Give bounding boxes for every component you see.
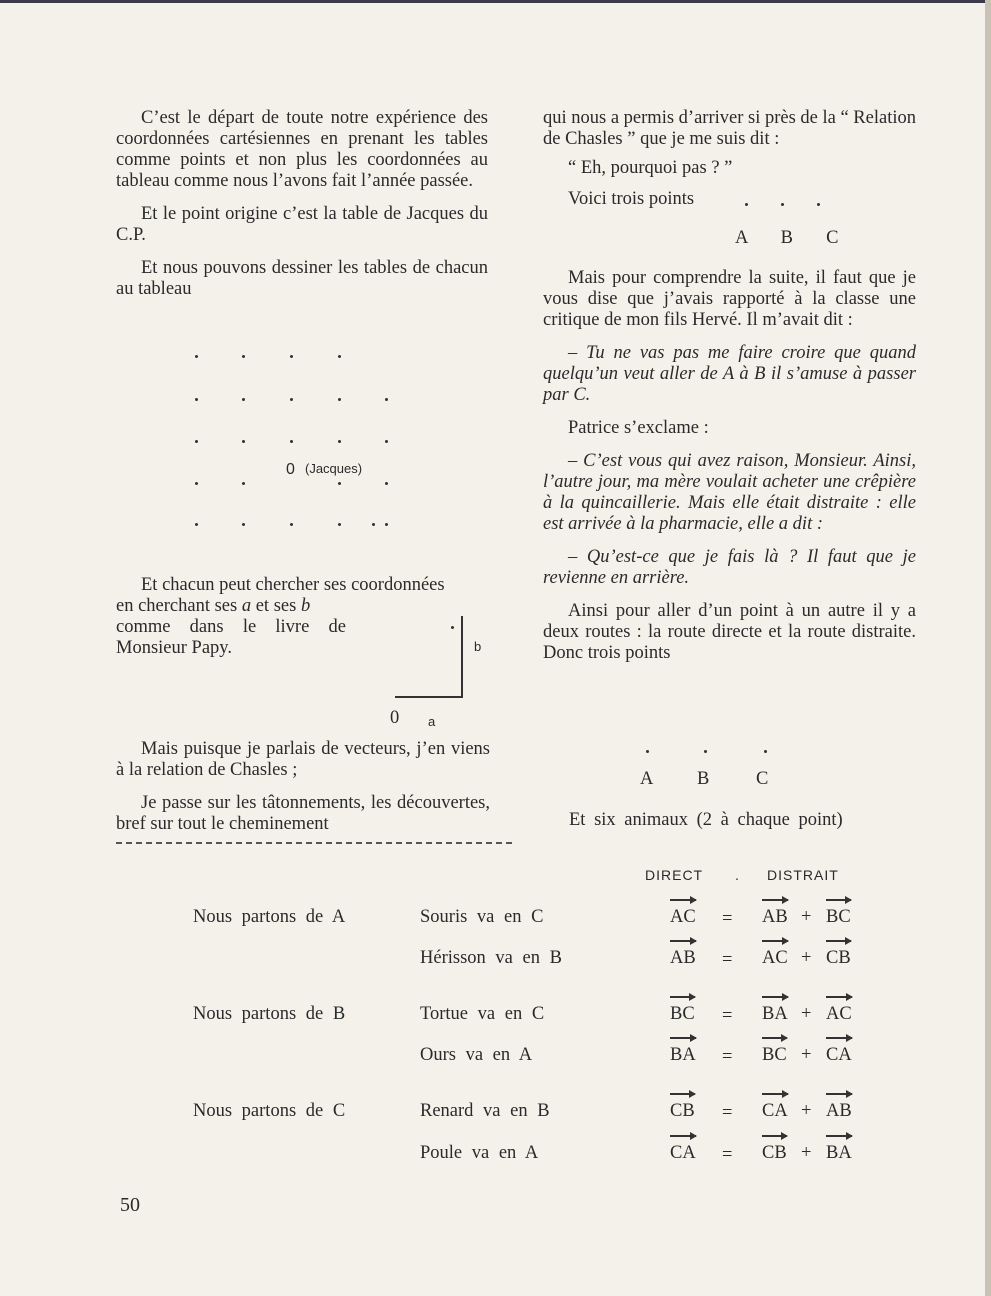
quote-paragraph: – C’est vous qui avez raison, Monsieur. Ainsi, l’autre jour, ma mère voulait acheter une crêpière à la quincaillerie. Mais elle était distraite : elle est arrivée à la pharmacie, elle a dit : — [543, 451, 916, 534]
vector-arrow — [762, 899, 788, 901]
vector-arrow — [762, 940, 788, 942]
point-dot — [704, 750, 707, 753]
table-dot — [372, 523, 375, 526]
top-edge-line — [0, 0, 991, 3]
table-dot — [338, 523, 341, 526]
vector-distrait-1: CB — [762, 1143, 787, 1164]
paragraph: Et le point origine c’est la table de Jacques du C.P. — [116, 204, 488, 245]
animal-label: Renard va en B — [420, 1101, 550, 1121]
header-separator-dot: . — [735, 867, 740, 883]
plus-sign: + — [801, 1143, 812, 1163]
table-dot — [195, 482, 198, 485]
var-a: a — [241, 596, 252, 616]
table-dot — [242, 482, 245, 485]
vector-distrait-2: AB — [826, 1101, 852, 1122]
equals-sign: = — [722, 1103, 733, 1123]
vector-arrow — [826, 1093, 852, 1095]
vector-direct: BA — [670, 1045, 696, 1066]
plus-sign: + — [801, 948, 812, 968]
table-dot — [242, 355, 245, 358]
vector-arrow — [762, 1037, 787, 1039]
text-fragment: et ses — [251, 596, 301, 616]
axis-horizontal — [395, 696, 463, 698]
axis-vertical — [461, 616, 463, 698]
table-dot — [338, 482, 341, 485]
point-dot — [781, 203, 784, 206]
table-dot — [195, 523, 198, 526]
text-line: comme dans le livre de — [116, 617, 346, 637]
table-dot — [385, 523, 388, 526]
header-distrait: DISTRAIT — [767, 867, 839, 883]
group-label: Nous partons de A — [193, 907, 346, 927]
vector-arrow — [670, 996, 695, 998]
table-dot — [242, 398, 245, 401]
table-dot — [385, 482, 388, 485]
point-dot — [764, 750, 767, 753]
animal-label: Hérisson va en B — [420, 948, 562, 968]
vector-arrow — [762, 996, 788, 998]
table-dot — [290, 523, 293, 526]
text-line: Monsieur Papy. — [116, 638, 232, 658]
right-column-middle — [543, 268, 916, 676]
table-dot — [195, 355, 198, 358]
vector-arrow — [670, 1093, 695, 1095]
page-edge-shadow — [985, 0, 991, 1296]
vector-distrait-1: AC — [762, 948, 788, 969]
vector-distrait-2: CA — [826, 1045, 852, 1066]
vector-distrait-1: AB — [762, 907, 788, 928]
vector-arrow — [826, 940, 851, 942]
vector-distrait-2: BC — [826, 907, 851, 928]
paragraph: C’est le départ de toute notre expérience des coordonnées cartésiennes en prenant les tables comme points et non plus les coordonnées au tableau comme nous l’avons fait l’année passée. — [116, 108, 488, 191]
animal-label: Ours va en A — [420, 1045, 533, 1065]
point-dot — [646, 750, 649, 753]
table-dot — [385, 440, 388, 443]
vector-distrait-2: BA — [826, 1143, 852, 1164]
equals-sign: = — [722, 909, 733, 929]
paragraph: Mais puisque je parlais de vecteurs, j’en viens à la relation de Chasles ; — [116, 739, 490, 780]
points-labels: A B C — [735, 228, 839, 248]
vector-direct: BC — [670, 1004, 695, 1025]
paragraph: “ Eh, pourquoi pas ? ” — [568, 158, 733, 178]
group-label: Nous partons de C — [193, 1101, 346, 1121]
text-line — [116, 596, 490, 617]
equals-sign: = — [722, 1145, 733, 1165]
axis-a-label: a — [428, 714, 436, 729]
vector-arrow — [670, 1037, 696, 1039]
plus-sign: + — [801, 1045, 812, 1065]
vector-direct: CA — [670, 1143, 696, 1164]
vector-arrow — [670, 940, 696, 942]
paragraph: Ainsi pour aller d’un point à un autre il y a deux routes : la route directe et la route distraite. Donc trois points — [543, 601, 916, 663]
paragraph: Je passe sur les tâtonnements, les découvertes, bref sur tout le cheminement — [116, 793, 490, 834]
right-column — [543, 108, 916, 222]
paragraph: Mais pour comprendre la suite, il faut que je vous dise que j’avais rapporté à la classe une critique de mon fils Hervé. Il m’avait dit : — [543, 268, 916, 330]
plus-sign: + — [801, 1004, 812, 1024]
table-dot — [290, 355, 293, 358]
vector-distrait-2: CB — [826, 948, 851, 969]
table-dot — [290, 398, 293, 401]
equals-sign: = — [722, 1006, 733, 1026]
coordinates-paragraph — [116, 575, 490, 659]
paragraph: Et nous pouvons dessiner les tables de chacun au tableau — [116, 258, 488, 299]
animals-line: Et six animaux (2 à chaque point) — [569, 810, 843, 830]
point-label-a: A — [640, 769, 654, 789]
vector-arrow — [670, 899, 696, 901]
point-dot — [745, 203, 748, 206]
table-dot — [338, 440, 341, 443]
table-dot — [338, 398, 341, 401]
vector-direct: AB — [670, 948, 696, 969]
quote-paragraph: – Tu ne vas pas me faire croire que quand quelqu’un veut aller de A à B il s’amuse à passer par C. — [543, 343, 916, 405]
paragraph: qui nous a permis d’arriver si près de la “ Relation de Chasles ” que je me suis dit : — [543, 108, 916, 149]
equals-sign: = — [722, 1047, 733, 1067]
dashed-separator — [116, 842, 512, 844]
left-column-bottom — [116, 739, 490, 847]
vector-direct: CB — [670, 1101, 695, 1122]
table-dot — [242, 440, 245, 443]
vector-distrait-1: CA — [762, 1101, 788, 1122]
vector-arrow — [826, 899, 851, 901]
table-dot — [338, 355, 341, 358]
header-direct: DIRECT — [645, 867, 704, 883]
animal-label: Souris va en C — [420, 907, 544, 927]
paragraph: Patrice s’exclame : — [568, 418, 709, 438]
table-dot — [195, 398, 198, 401]
equals-sign: = — [722, 950, 733, 970]
vector-distrait-1: BC — [762, 1045, 787, 1066]
vector-arrow — [826, 1135, 852, 1137]
page-number: 50 — [120, 1194, 140, 1216]
plus-sign: + — [801, 1101, 812, 1121]
axis-origin-label: 0 — [390, 708, 400, 728]
vector-arrow — [762, 1093, 788, 1095]
table-dot — [385, 398, 388, 401]
table-dot — [195, 440, 198, 443]
axis-tick — [451, 626, 454, 629]
vector-distrait-2: AC — [826, 1004, 852, 1025]
animal-label: Tortue va en C — [420, 1004, 545, 1024]
quote-paragraph: – Qu’est-ce que je fais là ? Il faut que je revienne en arrière. — [543, 547, 916, 588]
left-column — [116, 108, 488, 312]
vector-arrow — [762, 1135, 787, 1137]
animal-label: Poule va en A — [420, 1143, 539, 1163]
plus-sign: + — [801, 907, 812, 927]
var-b: b — [300, 596, 311, 616]
point-label-b: B — [697, 769, 710, 789]
group-label: Nous partons de B — [193, 1004, 346, 1024]
point-label-c: C — [756, 769, 769, 789]
paragraph: Voici trois points — [568, 189, 695, 209]
point-dot — [817, 203, 820, 206]
origin-label: 0 — [286, 461, 295, 478]
vector-distrait-1: BA — [762, 1004, 788, 1025]
vector-arrow — [826, 996, 852, 998]
vector-direct: AC — [670, 907, 696, 928]
text-line: Et chacun peut chercher ses coordonnées — [141, 575, 445, 595]
table-dot — [290, 440, 293, 443]
axis-b-label: b — [474, 639, 482, 654]
text-fragment: en cherchant ses — [116, 596, 242, 616]
vector-arrow — [826, 1037, 852, 1039]
vector-arrow — [670, 1135, 696, 1137]
origin-name-label: (Jacques) — [305, 461, 363, 476]
table-dot — [242, 523, 245, 526]
